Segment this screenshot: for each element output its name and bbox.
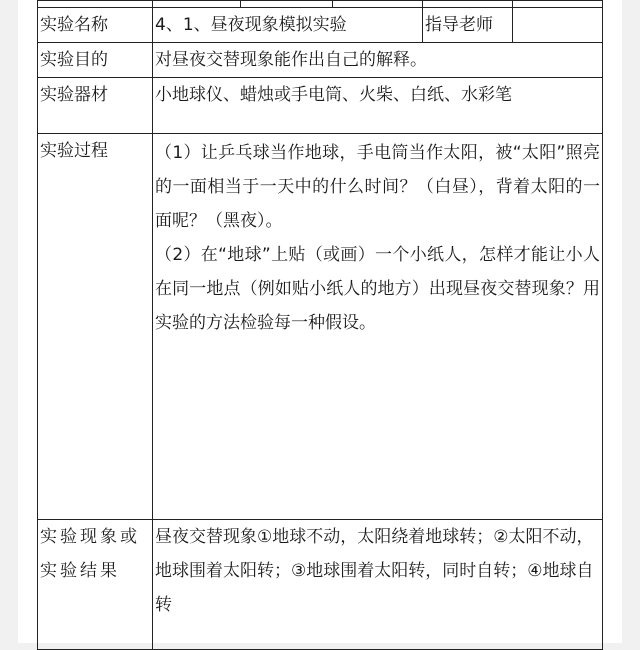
teacher-label: 指导老师 — [423, 8, 513, 43]
row-result — [38, 520, 603, 650]
clipped-top-row — [38, 1, 603, 8]
process-paragraph-1: （1）让乒乓球当作地球，手电筒当作太阳，被“太阳”照亮的一面相当于一天中的什么时间？（白昼），背着太阳的一面呢？（黑夜）。 — [155, 143, 600, 231]
teacher-value — [513, 8, 603, 43]
row-experiment-name — [38, 8, 603, 43]
result-value: 昼夜交替现象①地球不动，太阳绕着地球转；②太阳不动，地球围着太阳转；③地球围着太阳转，同时自转；④地球自转 — [153, 520, 603, 650]
process-label: 实验过程 — [38, 134, 153, 520]
result-label: 实验现象或实验结果 — [38, 520, 153, 650]
row-equipment — [38, 78, 603, 134]
row-process — [38, 134, 603, 520]
purpose-value: 对昼夜交替现象能作出自己的解释。 — [153, 43, 603, 78]
process-content — [153, 134, 603, 520]
experiment-name-label: 实验名称 — [38, 8, 153, 43]
equipment-value: 小地球仪、蜡烛或手电筒、火柴、白纸、水彩笔 — [153, 78, 603, 134]
experiment-name-value: 4、1、昼夜现象模拟实验 — [153, 8, 423, 43]
row-purpose — [38, 43, 603, 78]
experiment-record-table — [37, 0, 603, 650]
purpose-label: 实验目的 — [38, 43, 153, 78]
process-paragraph-2: （2）在“地球”上贴（或画）一个小纸人，怎样才能让小人在同一地点（例如贴小纸人的地方）出现昼夜交替现象？用实验的方法检验每一种假设。 — [155, 245, 600, 333]
equipment-label: 实验器材 — [38, 78, 153, 134]
